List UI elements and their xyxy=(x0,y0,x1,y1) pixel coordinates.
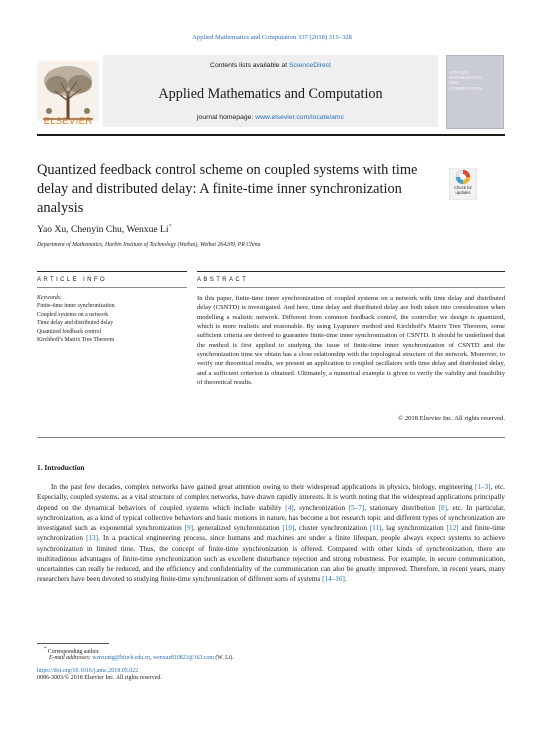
introduction-heading: 1. Introduction xyxy=(37,463,85,472)
homepage-prefix: journal homepage: xyxy=(197,114,256,121)
journal-cover-thumbnail[interactable] xyxy=(446,55,504,129)
abstract-bottom-rule xyxy=(37,437,505,438)
homepage-line xyxy=(103,114,438,121)
footnote-label: Corresponding author. xyxy=(47,648,100,655)
abstract-rule-top xyxy=(197,271,505,272)
footnote-rule xyxy=(37,643,109,644)
citation-link[interactable]: [8] xyxy=(438,503,447,512)
authors-text: Yao Xu, Chenyin Chu, Wenxue Li xyxy=(37,224,169,236)
cover-line: MATHEMATICS xyxy=(449,75,482,81)
keywords-block xyxy=(37,294,187,344)
intro-text: , generalized synchronization xyxy=(193,524,283,532)
citation-link[interactable]: [9] xyxy=(184,524,193,532)
check-for-updates-icon[interactable] xyxy=(449,168,477,200)
contents-line xyxy=(103,62,438,69)
corresponding-author-mark[interactable]: * xyxy=(168,224,172,230)
introduction-paragraph xyxy=(37,482,505,585)
intro-text: . xyxy=(344,575,347,584)
citation-link[interactable]: [1–3] xyxy=(475,483,491,491)
email-suffix: (W. Li). xyxy=(213,655,234,661)
citation-link[interactable]: [14–16] xyxy=(322,575,345,584)
article-title: Quantized feedback control scheme on coupled systems with time delay and distributed delay: A finite-time inner synchronization analysis xyxy=(37,162,418,216)
intro-text: , synchronization xyxy=(293,503,349,512)
badge-line: Check for xyxy=(454,185,472,190)
doi-link[interactable]: https://doi.org/10.1016/j.amc.2018.05.022 xyxy=(37,668,139,674)
abstract-rule xyxy=(197,287,505,288)
citation-link[interactable]: [10] xyxy=(282,524,295,532)
sciencedirect-link[interactable]: ScienceDirect xyxy=(289,62,331,69)
article-info-rule xyxy=(37,287,187,288)
email-label: E-mail addresses: xyxy=(49,655,93,661)
keyword: Kirchhoff's Matrix Tree Theorem xyxy=(37,337,115,344)
abstract-text: In this paper, finite-time inner synchronization of coupled systems on a network with time delay and distributed delay (CSNTD) is investigated. And here, time delay and distributed delay are both taken into consideration when modelling a realistic network. Different from common feedback control, the controller we design is quantized, which is more realistic and reasonable. By using Lyapunov method and Kirchhoff's Matrix Tree Theorem, some sufficient criteria are derived to guarantee finite-time inner synchronization of CSNTD. It should be underlined that the method is first applied to studying the issue of finite-time inner synchronization of CSNTD and the synchronization time we obtain has a close relationship with the topological structure of the network. Moreover, to verify our theoretical results, we present an application to coupled oscillators with time delay and distributed delay, and a sufficient criterion is obtained. Ultimately, a numerical example is given to verify the validity and feasibility of theoretical results. xyxy=(197,295,505,387)
email-footnote xyxy=(49,655,234,661)
journal-reference[interactable]: Applied Mathematics and Computation 337 (2018) 315–328 xyxy=(192,34,352,41)
check-for-updates-label[interactable] xyxy=(447,186,479,195)
abstract-copyright: © 2018 Elsevier Inc. All rights reserved. xyxy=(398,415,505,422)
author-list xyxy=(37,224,172,235)
corresponding-author-footnote xyxy=(44,647,100,655)
header-rule xyxy=(37,134,505,136)
keywords-label: Keywords: xyxy=(37,295,62,301)
abstract-heading: ABSTRACT xyxy=(197,277,249,283)
contents-prefix: Contents lists available at xyxy=(210,62,290,69)
citation-link[interactable]: [4] xyxy=(285,503,294,512)
journal-title: Applied Mathematics and Computation xyxy=(158,86,383,102)
citation-link[interactable]: [5–7] xyxy=(348,503,365,512)
keyword: Coupled systems on a network xyxy=(37,311,109,318)
affiliation: Department of Mathematics, Harbin Institute of Technology (Weihai), Weihai 264209, PR China xyxy=(37,242,261,248)
keyword: Quantized feedback control xyxy=(37,328,102,335)
footnote-mark: * xyxy=(44,647,47,652)
keyword: Time delay and distributed delay xyxy=(37,320,114,327)
intro-text: and finite-time synchronization xyxy=(37,524,505,543)
intro-text: , stationary distribution xyxy=(364,503,439,512)
issn-line: 0096-3003/© 2018 Elsevier Inc. All rights reserved. xyxy=(37,675,162,681)
intro-text: , lag synchronization xyxy=(381,524,447,532)
intro-text: . In a practical engineering process, since humans and machines are under a finite lifespan, people always expect systems to achieve synchronization in limited time. Thus, the concept of finite-time synchronization is offered. Compared with other kinds of synchronization, there are multitudinous advantages of finite-time synchronization such as excellent disturbance rejection and strong robustness. For example, in secure communication, uncertainties can really be reduced, and the efficiency and confidentiality of the communication can also be greatly improved. Therefore, in recent years, many researchers have been devoted to studying finite-time synchronization of different sorts of systems xyxy=(37,534,505,584)
citation-link[interactable]: [13] xyxy=(86,534,99,543)
email-link[interactable]: wenxue810823@163.com xyxy=(153,655,214,661)
keyword: Finite-time inner synchronization xyxy=(37,303,115,310)
article-info-heading: ARTICLE INFO xyxy=(37,277,108,283)
email-link[interactable]: wenxuetg@hitwh.edu.cn xyxy=(92,655,151,661)
intro-text: , etc. Especially, coupled systems, as a vital structure of complex networks, have drawn rapidly interests. It is worth noting that the widespread applications principally depend on the dynamical behaviors of coupled systems which include stability xyxy=(37,483,505,512)
article-info-rule-top xyxy=(37,271,187,272)
intro-text: , etc. In particular, synchronization, as a kind of typical collective behaviors and basic motions in nature, has become a hot research topic and different types of synchronization are investigated such as exponential synchronization xyxy=(37,503,505,532)
intro-text: In the past few decades, complex networks have gained great attention owing to their widespread applications in physics, biology, engineering xyxy=(51,483,475,491)
homepage-link[interactable]: www.elsevier.com/locate/amc xyxy=(255,114,344,121)
cover-line: AND xyxy=(449,80,459,86)
citation-link[interactable]: [11] xyxy=(369,524,382,532)
email-separator: , xyxy=(150,655,153,661)
badge-line: updates xyxy=(455,189,471,195)
cover-text xyxy=(449,70,499,91)
intro-text: , cluster synchronization xyxy=(294,524,370,532)
citation-link[interactable]: [12] xyxy=(446,524,459,532)
cover-line: COMPUTATION xyxy=(449,85,483,91)
cover-line: APPLIED xyxy=(449,70,469,75)
elsevier-wordmark[interactable]: ELSEVIER xyxy=(43,116,93,127)
